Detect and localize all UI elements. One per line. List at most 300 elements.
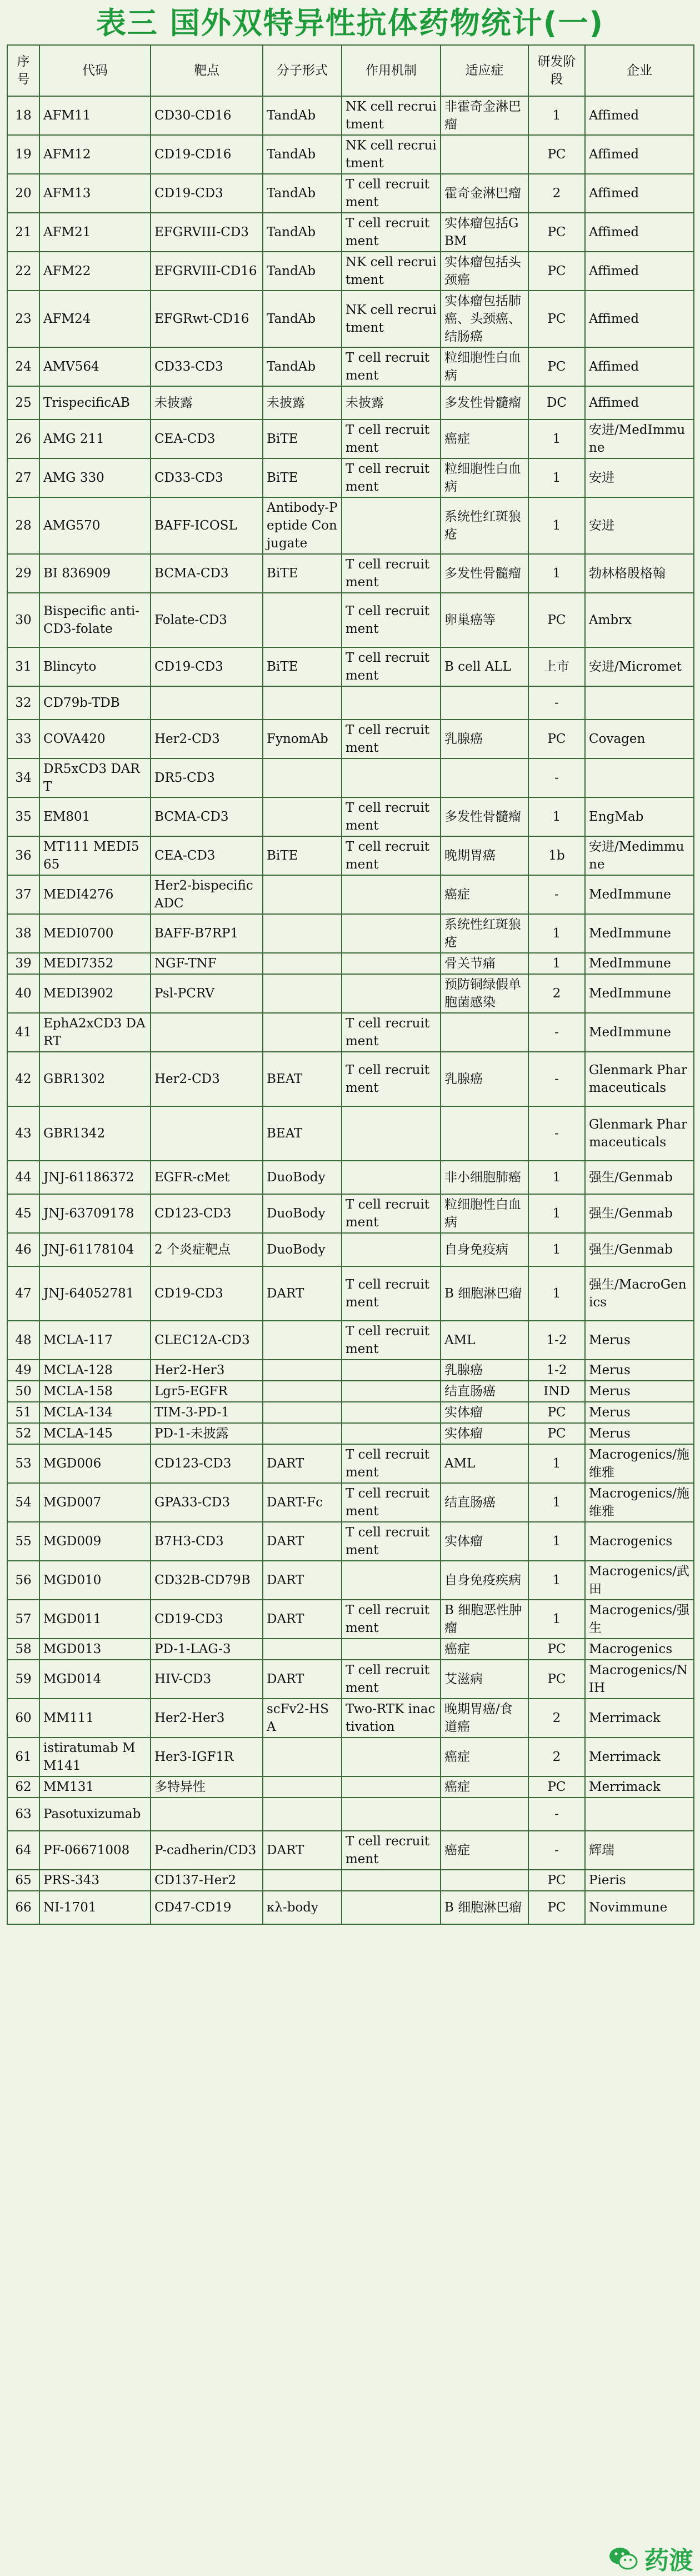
cell-indication: 自身免疫疾病 — [441, 1561, 528, 1600]
cell-target: CD47-CD19 — [151, 1891, 263, 1924]
cell-indication: 系统性红斑狼疮 — [441, 497, 528, 554]
cell-format — [263, 1639, 342, 1660]
cell-phase: 1 — [528, 1266, 585, 1321]
cell-target: CD123-CD3 — [151, 1194, 263, 1233]
cell-format — [263, 953, 342, 974]
cell-company: Macrogenics/武田 — [585, 1561, 694, 1600]
cell-target: BCMA-CD3 — [151, 797, 263, 836]
cell-target: Her2-CD3 — [151, 720, 263, 758]
cell-indication: 霍奇金淋巴瘤 — [441, 174, 528, 213]
cell-index: 31 — [7, 647, 39, 686]
cell-mechanism — [342, 758, 441, 797]
cell-index: 53 — [7, 1444, 39, 1483]
cell-index: 59 — [7, 1660, 39, 1699]
cell-index: 40 — [7, 974, 39, 1013]
table-row — [7, 291, 694, 347]
cell-phase: - — [528, 1798, 585, 1831]
logo-text: 药渡 — [644, 2547, 693, 2575]
cell-company: 安进/Medimmune — [585, 836, 694, 875]
cell-indication: 多发性骨髓瘤 — [441, 554, 528, 593]
cell-format: BiTE — [263, 420, 342, 458]
table-row — [7, 1321, 694, 1360]
cell-format — [263, 1423, 342, 1444]
cell-indication: 结直肠癌 — [441, 1483, 528, 1522]
cell-index: 45 — [7, 1194, 39, 1233]
cell-indication: B 细胞淋巴瘤 — [441, 1891, 528, 1924]
cell-index: 22 — [7, 252, 39, 291]
cell-target: EFGRwt-CD16 — [151, 291, 263, 347]
cell-target: CD137-Her2 — [151, 1870, 263, 1891]
cell-mechanism: T cell recruitment — [342, 174, 441, 213]
cell-mechanism: T cell recruitment — [342, 647, 441, 686]
cell-indication: 癌症 — [441, 1639, 528, 1660]
cell-phase: 1 — [528, 420, 585, 458]
cell-code: AFM22 — [39, 252, 151, 291]
cell-phase: PC — [528, 593, 585, 647]
cell-format: DuoBody — [263, 1161, 342, 1194]
cell-code: MGD006 — [39, 1444, 151, 1483]
cell-target: CD32B-CD79B — [151, 1561, 263, 1600]
cell-mechanism: T cell recruitment — [342, 420, 441, 458]
cell-mechanism — [342, 1106, 441, 1161]
cell-index: 41 — [7, 1013, 39, 1052]
table-row — [7, 1600, 694, 1639]
cell-code: BI 836909 — [39, 554, 151, 593]
cell-mechanism: NK cell recruitment — [342, 291, 441, 347]
cell-target: CD123-CD3 — [151, 1444, 263, 1483]
cell-format: TandAb — [263, 347, 342, 386]
cell-indication: 骨关节痛 — [441, 953, 528, 974]
cell-index: 26 — [7, 420, 39, 458]
cell-company: MedImmune — [585, 953, 694, 974]
cell-company: MedImmune — [585, 914, 694, 953]
cell-phase: 2 — [528, 174, 585, 213]
cell-phase: PC — [528, 1423, 585, 1444]
table-row — [7, 1660, 694, 1699]
cell-target: Folate-CD3 — [151, 593, 263, 647]
cell-format — [263, 686, 342, 720]
table-row — [7, 554, 694, 593]
cell-target: CD19-CD3 — [151, 1266, 263, 1321]
cell-phase: PC — [528, 720, 585, 758]
cell-indication: 粒细胞性白血病 — [441, 458, 528, 497]
cell-target: 2 个炎症靶点 — [151, 1233, 263, 1266]
drug-table — [7, 44, 694, 1925]
cell-indication: 多发性骨髓瘤 — [441, 386, 528, 420]
table-row — [7, 1402, 694, 1423]
table-row — [7, 1561, 694, 1600]
cell-target: Her2-CD3 — [151, 1052, 263, 1106]
cell-company: Affimed — [585, 386, 694, 420]
cell-index: 46 — [7, 1233, 39, 1266]
cell-index: 47 — [7, 1266, 39, 1321]
table-row — [7, 1444, 694, 1483]
cell-target: BAFF-B7RP1 — [151, 914, 263, 953]
cell-mechanism — [342, 875, 441, 914]
table-row — [7, 914, 694, 953]
cell-phase: - — [528, 1106, 585, 1161]
cell-index: 63 — [7, 1798, 39, 1831]
cell-indication: 乳腺癌 — [441, 1052, 528, 1106]
cell-company: 强生/MacroGenics — [585, 1266, 694, 1321]
cell-company: 安进 — [585, 497, 694, 554]
cell-phase: 1 — [528, 1600, 585, 1639]
table-row — [7, 135, 694, 174]
cell-code: Bispecific anti-CD3-folate — [39, 593, 151, 647]
table-row — [7, 1106, 694, 1161]
table-row — [7, 1522, 694, 1561]
cell-target: HIV-CD3 — [151, 1660, 263, 1699]
cell-company: 强生/Genmab — [585, 1161, 694, 1194]
cell-format: TandAb — [263, 174, 342, 213]
cell-format — [263, 1013, 342, 1052]
cell-phase: 1 — [528, 1561, 585, 1600]
cell-phase: PC — [528, 1891, 585, 1924]
cell-company: Macrogenics — [585, 1639, 694, 1660]
cell-company: Macrogenics/NIH — [585, 1660, 694, 1699]
cell-company: Macrogenics/施维雅 — [585, 1444, 694, 1483]
cell-indication — [441, 135, 528, 174]
cell-index: 48 — [7, 1321, 39, 1360]
cell-phase: 1 — [528, 1161, 585, 1194]
table-row — [7, 1483, 694, 1522]
table-row — [7, 1194, 694, 1233]
cell-target: Lgr5-EGFR — [151, 1381, 263, 1402]
cell-target: CD19-CD3 — [151, 1600, 263, 1639]
table-row — [7, 953, 694, 974]
cell-mechanism — [342, 974, 441, 1013]
cell-format: FynomAb — [263, 720, 342, 758]
cell-target — [151, 686, 263, 720]
cell-mechanism: NK cell recruitment — [342, 96, 441, 135]
cell-company: Affimed — [585, 291, 694, 347]
cell-phase: 2 — [528, 974, 585, 1013]
cell-indication: 粒细胞性白血病 — [441, 1194, 528, 1233]
cell-code: MGD013 — [39, 1639, 151, 1660]
cell-mechanism: T cell recruitment — [342, 213, 441, 252]
cell-mechanism: T cell recruitment — [342, 1831, 441, 1870]
table-row — [7, 647, 694, 686]
cell-indication — [441, 1106, 528, 1161]
cell-target: CD33-CD3 — [151, 347, 263, 386]
cell-target: CEA-CD3 — [151, 836, 263, 875]
cell-index: 25 — [7, 386, 39, 420]
cell-mechanism — [342, 1639, 441, 1660]
cell-code: MEDI4276 — [39, 875, 151, 914]
cell-indication: B 细胞淋巴瘤 — [441, 1266, 528, 1321]
cell-index: 24 — [7, 347, 39, 386]
cell-phase: PC — [528, 1639, 585, 1660]
cell-code: Blincyto — [39, 647, 151, 686]
cell-index: 66 — [7, 1891, 39, 1924]
cell-phase: - — [528, 758, 585, 797]
table-row — [7, 1052, 694, 1106]
cell-index: 64 — [7, 1831, 39, 1870]
table-row — [7, 1699, 694, 1738]
header-code: 代码 — [39, 45, 151, 96]
cell-indication: 系统性红斑狼疮 — [441, 914, 528, 953]
cell-code: AMG 330 — [39, 458, 151, 497]
table-row — [7, 1233, 694, 1266]
cell-code: NI-1701 — [39, 1891, 151, 1924]
cell-code: EphA2xCD3 DART — [39, 1013, 151, 1052]
cell-code: MEDI0700 — [39, 914, 151, 953]
cell-company: 安进 — [585, 458, 694, 497]
cell-index: 18 — [7, 96, 39, 135]
table-row — [7, 386, 694, 420]
cell-mechanism: T cell recruitment — [342, 1600, 441, 1639]
cell-code: Pasotuxizumab — [39, 1798, 151, 1831]
cell-phase: PC — [528, 252, 585, 291]
cell-index: 49 — [7, 1360, 39, 1381]
cell-company: 安进/MedImmune — [585, 420, 694, 458]
cell-phase: PC — [528, 1870, 585, 1891]
cell-format: BiTE — [263, 554, 342, 593]
cell-indication: 粒细胞性白血病 — [441, 347, 528, 386]
cell-mechanism: T cell recruitment — [342, 836, 441, 875]
cell-target: BCMA-CD3 — [151, 554, 263, 593]
cell-index: 34 — [7, 758, 39, 797]
cell-mechanism — [342, 1891, 441, 1924]
cell-target: CD19-CD3 — [151, 174, 263, 213]
header-index: 序号 — [7, 45, 39, 96]
cell-company: Macrogenics/施维雅 — [585, 1483, 694, 1522]
cell-code: MGD007 — [39, 1483, 151, 1522]
cell-target: NGF-TNF — [151, 953, 263, 974]
cell-indication: 癌症 — [441, 1776, 528, 1798]
cell-format — [263, 1738, 342, 1776]
table-row — [7, 1891, 694, 1924]
cell-indication: 癌症 — [441, 875, 528, 914]
table-row — [7, 1161, 694, 1194]
cell-target: PD-1-LAG-3 — [151, 1639, 263, 1660]
cell-format — [263, 875, 342, 914]
cell-phase: 2 — [528, 1699, 585, 1738]
cell-index: 58 — [7, 1639, 39, 1660]
cell-index: 57 — [7, 1600, 39, 1639]
table-row — [7, 1831, 694, 1870]
cell-format: DART-Fc — [263, 1483, 342, 1522]
cell-target: Her2-Her3 — [151, 1360, 263, 1381]
cell-indication — [441, 1798, 528, 1831]
cell-index: 37 — [7, 875, 39, 914]
cell-company: 安进/Micromet — [585, 647, 694, 686]
cell-target: EFGRVIII-CD16 — [151, 252, 263, 291]
cell-company: MedImmune — [585, 974, 694, 1013]
cell-indication: 多发性骨髓瘤 — [441, 797, 528, 836]
cell-mechanism: T cell recruitment — [342, 1444, 441, 1483]
cell-target: Psl-PCRV — [151, 974, 263, 1013]
table-row — [7, 720, 694, 758]
cell-code: AFM24 — [39, 291, 151, 347]
cell-company: Merus — [585, 1321, 694, 1360]
cell-code: MCLA-117 — [39, 1321, 151, 1360]
cell-phase: 1 — [528, 96, 585, 135]
cell-index: 42 — [7, 1052, 39, 1106]
cell-format: DART — [263, 1660, 342, 1699]
cell-company: Affimed — [585, 96, 694, 135]
table-row — [7, 1013, 694, 1052]
cell-indication: 非霍奇金淋巴瘤 — [441, 96, 528, 135]
cell-company: Affimed — [585, 174, 694, 213]
cell-format: TandAb — [263, 135, 342, 174]
cell-mechanism: T cell recruitment — [342, 458, 441, 497]
header-company: 企业 — [585, 45, 694, 96]
cell-phase: 1b — [528, 836, 585, 875]
cell-code: MCLA-145 — [39, 1423, 151, 1444]
cell-mechanism — [342, 1161, 441, 1194]
cell-index: 32 — [7, 686, 39, 720]
table-row — [7, 1738, 694, 1776]
cell-mechanism: Two-RTK inactivation — [342, 1699, 441, 1738]
cell-target — [151, 1798, 263, 1831]
cell-format: DuoBody — [263, 1233, 342, 1266]
table-row — [7, 797, 694, 836]
cell-code: AFM11 — [39, 96, 151, 135]
cell-mechanism: NK cell recruitment — [342, 252, 441, 291]
table-row — [7, 1798, 694, 1831]
cell-phase: 1 — [528, 1194, 585, 1233]
header-format: 分子形式 — [263, 45, 342, 96]
cell-code: PRS-343 — [39, 1870, 151, 1891]
cell-format — [263, 593, 342, 647]
cell-index: 23 — [7, 291, 39, 347]
cell-code: MGD009 — [39, 1522, 151, 1561]
cell-mechanism — [342, 953, 441, 974]
cell-index: 62 — [7, 1776, 39, 1798]
cell-format — [263, 1870, 342, 1891]
cell-target: CD30-CD16 — [151, 96, 263, 135]
cell-index: 38 — [7, 914, 39, 953]
cell-indication: AML — [441, 1444, 528, 1483]
cell-mechanism: T cell recruitment — [342, 554, 441, 593]
table-row — [7, 1266, 694, 1321]
cell-code: MEDI7352 — [39, 953, 151, 974]
cell-mechanism: T cell recruitment — [342, 593, 441, 647]
cell-mechanism: T cell recruitment — [342, 1194, 441, 1233]
cell-format: DART — [263, 1561, 342, 1600]
cell-code: GBR1302 — [39, 1052, 151, 1106]
table-row — [7, 420, 694, 458]
cell-code: JNJ-64052781 — [39, 1266, 151, 1321]
cell-company: Glenmark Pharmaceuticals — [585, 1052, 694, 1106]
cell-company — [585, 686, 694, 720]
cell-indication: 非小细胞肺癌 — [441, 1161, 528, 1194]
cell-format: TandAb — [263, 96, 342, 135]
table-row — [7, 1360, 694, 1381]
cell-format: BiTE — [263, 836, 342, 875]
table-row — [7, 458, 694, 497]
cell-indication: 实体瘤包括头颈癌 — [441, 252, 528, 291]
cell-format: DART — [263, 1600, 342, 1639]
cell-code: AMG 211 — [39, 420, 151, 458]
header-indication: 适应症 — [441, 45, 528, 96]
cell-index: 50 — [7, 1381, 39, 1402]
table-row — [7, 213, 694, 252]
cell-indication: 癌症 — [441, 420, 528, 458]
cell-format — [263, 1381, 342, 1402]
cell-mechanism: T cell recruitment — [342, 1522, 441, 1561]
cell-company: Glenmark Pharmaceuticals — [585, 1106, 694, 1161]
cell-target: 未披露 — [151, 386, 263, 420]
cell-indication: 乳腺癌 — [441, 720, 528, 758]
cell-index: 44 — [7, 1161, 39, 1194]
yaodu-logo — [608, 2542, 693, 2575]
cell-target: Her2-Her3 — [151, 1699, 263, 1738]
cell-format — [263, 1402, 342, 1423]
cell-code: AFM13 — [39, 174, 151, 213]
cell-mechanism — [342, 914, 441, 953]
cell-mechanism: T cell recruitment — [342, 347, 441, 386]
cell-indication: 结直肠癌 — [441, 1381, 528, 1402]
cell-format: DART — [263, 1831, 342, 1870]
table-header-row — [7, 45, 694, 96]
cell-company: MedImmune — [585, 875, 694, 914]
cell-code: GBR1342 — [39, 1106, 151, 1161]
cell-index: 60 — [7, 1699, 39, 1738]
cell-index: 20 — [7, 174, 39, 213]
cell-mechanism — [342, 1233, 441, 1266]
cell-index: 43 — [7, 1106, 39, 1161]
cell-mechanism: T cell recruitment — [342, 1266, 441, 1321]
cell-company: MedImmune — [585, 1013, 694, 1052]
cell-indication: 实体瘤 — [441, 1522, 528, 1561]
cell-code: PF-06671008 — [39, 1831, 151, 1870]
cell-mechanism: NK cell recruitment — [342, 135, 441, 174]
cell-target: PD-1-未披露 — [151, 1423, 263, 1444]
cell-mechanism — [342, 1423, 441, 1444]
cell-company: Merus — [585, 1360, 694, 1381]
cell-phase: PC — [528, 213, 585, 252]
cell-target: EFGRVIII-CD3 — [151, 213, 263, 252]
table-row — [7, 758, 694, 797]
cell-target: Her2-bispecific ADC — [151, 875, 263, 914]
cell-code: MGD014 — [39, 1660, 151, 1699]
cell-target: P-cadherin/CD3 — [151, 1831, 263, 1870]
table-row — [7, 1423, 694, 1444]
cell-indication: 癌症 — [441, 1831, 528, 1870]
cell-company: Macrogenics — [585, 1522, 694, 1561]
table-row — [7, 1639, 694, 1660]
cell-phase: 1 — [528, 458, 585, 497]
table-row — [7, 347, 694, 386]
cell-company: Merrimack — [585, 1699, 694, 1738]
cell-company — [585, 1798, 694, 1831]
cell-company: Novimmune — [585, 1891, 694, 1924]
cell-format: BEAT — [263, 1052, 342, 1106]
cell-format: BiTE — [263, 458, 342, 497]
cell-indication: 艾滋病 — [441, 1660, 528, 1699]
cell-mechanism — [342, 497, 441, 554]
cell-code: istiratumab MM141 — [39, 1738, 151, 1776]
cell-format — [263, 1776, 342, 1798]
cell-indication — [441, 686, 528, 720]
cell-target: CD19-CD16 — [151, 135, 263, 174]
cell-format: DuoBody — [263, 1194, 342, 1233]
table-row — [7, 174, 694, 213]
cell-phase: IND — [528, 1381, 585, 1402]
wechat-icon — [608, 2545, 639, 2572]
cell-target: B7H3-CD3 — [151, 1522, 263, 1561]
cell-phase: 1 — [528, 797, 585, 836]
cell-code: MM131 — [39, 1776, 151, 1798]
cell-indication — [441, 758, 528, 797]
cell-company: 强生/Genmab — [585, 1233, 694, 1266]
cell-code: MCLA-158 — [39, 1381, 151, 1402]
cell-phase: - — [528, 875, 585, 914]
cell-mechanism — [342, 1798, 441, 1831]
cell-target: EGFR-cMet — [151, 1161, 263, 1194]
